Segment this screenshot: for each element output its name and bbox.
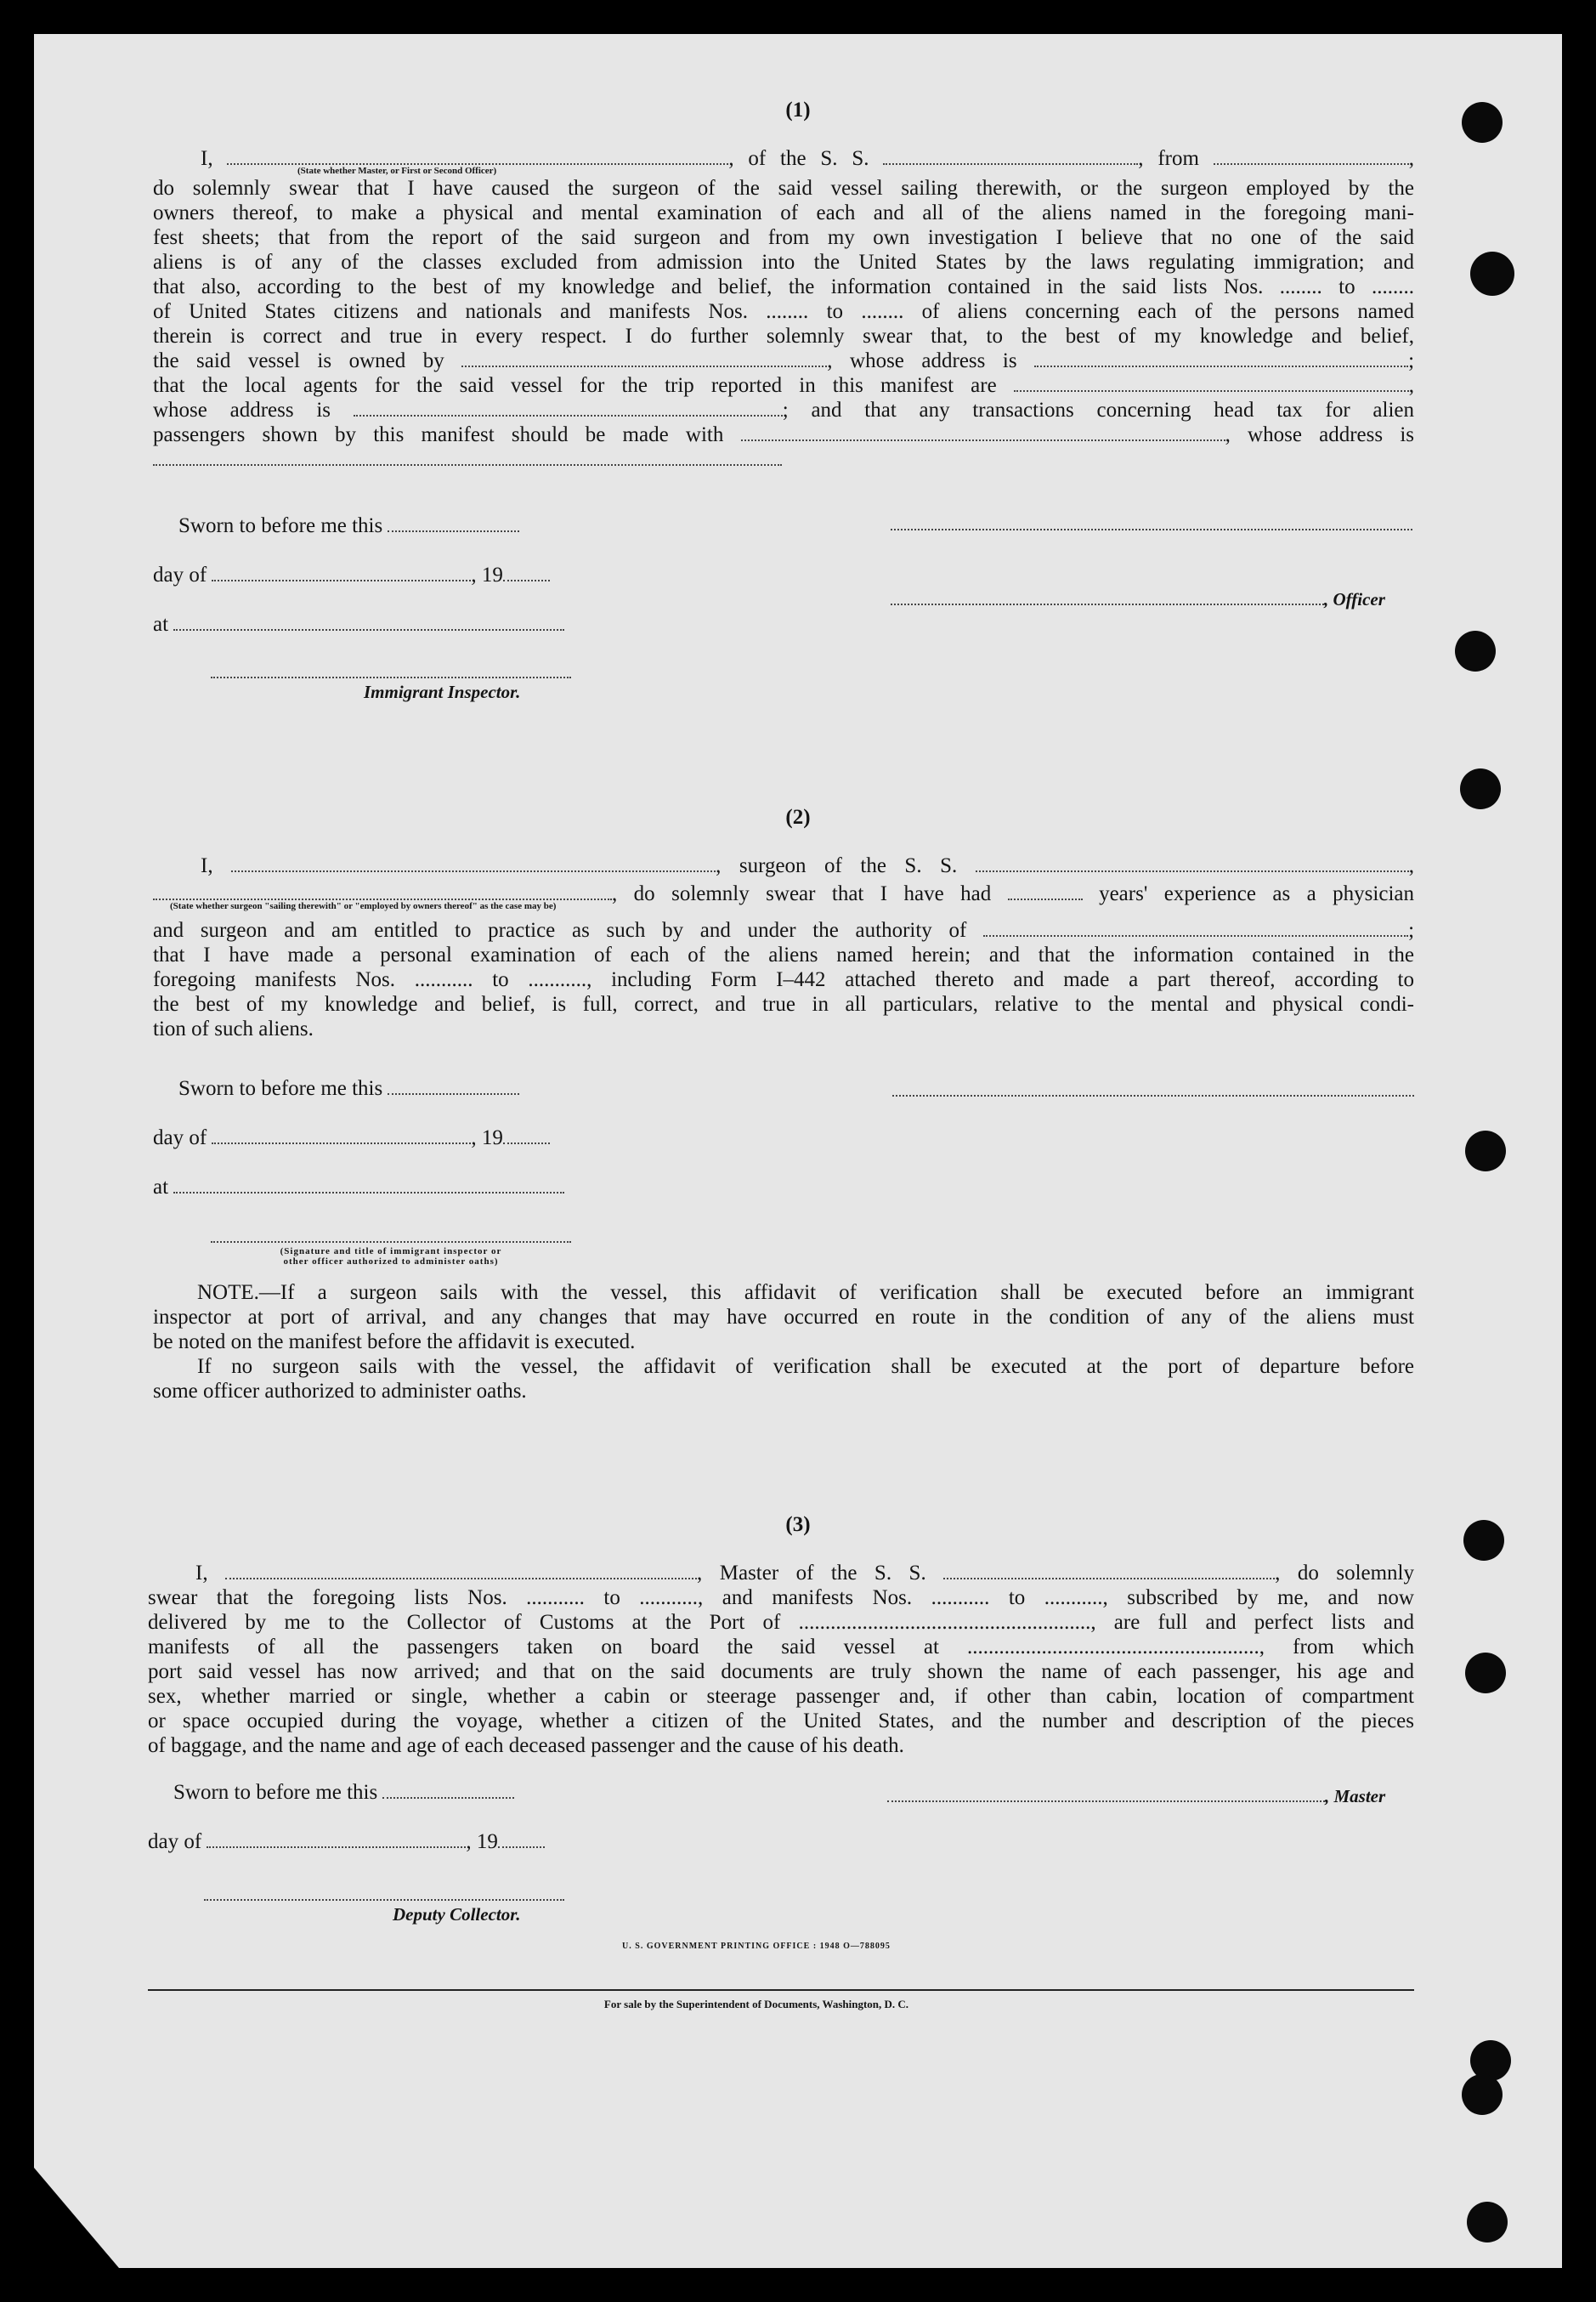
- text-line: aliens is of any of the classes excluded from admission into the United States by the laws regulating immigration; and: [153, 251, 1414, 274]
- text-line: of baggage, and the name and age of each deceased passenger and the cause of his death.: [148, 1734, 904, 1757]
- punch-hole: [1470, 252, 1514, 296]
- text-line: manifests of all the passengers taken on board the said vessel at ......................................................., from which: [148, 1636, 1414, 1658]
- text-line: I, , surgeon of the S. S. ,: [201, 854, 1415, 877]
- section-1-line-1-note: (State whether Master, or First or Second Officer): [297, 166, 497, 176]
- text-line: some officer authorized to administer oaths.: [153, 1380, 527, 1403]
- text-line: inspector at port of arrival, and any changes that may have occurred en route in the condition of any of the aliens must: [153, 1306, 1414, 1329]
- punch-hole: [1465, 1653, 1506, 1693]
- text-line: that the local agents for the said vessel for the trip reported in this manifest are ,: [153, 374, 1415, 397]
- s2-inspector-signature-line: [211, 1241, 571, 1243]
- s2-at: at: [153, 1175, 564, 1199]
- s3-master: , Master: [887, 1783, 1385, 1809]
- text-line: I, , Master of the S. S. , do solemnly: [195, 1562, 1415, 1585]
- s1-officer-signature-line: [891, 529, 1412, 530]
- s3-deputy-signature-line: [204, 1899, 564, 1901]
- text-line: , do solemnly swear that I have had years' experience as a physician: [153, 882, 1414, 906]
- text-line: tion of such aliens.: [153, 1018, 314, 1040]
- text-line: the best of my knowledge and belief, is full, correct, and true in all particulars, relative to the mental and physical condi-: [153, 993, 1414, 1016]
- text-line: the said vessel is owned by , whose address is ;: [153, 349, 1415, 372]
- text-line: that also, according to the best of my knowledge and belief, the information contained in the said lists Nos. ........ to ........: [153, 275, 1414, 298]
- text-line: be noted on the manifest before the affidavit is executed.: [153, 1330, 636, 1353]
- punch-hole: [1460, 768, 1501, 809]
- section-1-line-1: I, , of the S. S. , from ,: [201, 147, 1414, 170]
- s3-day: day of , 19: [148, 1829, 545, 1854]
- text-line: fest sheets; that from the report of the said surgeon and from my own investigation I believe that no one of the said: [153, 226, 1414, 249]
- s2-day: day of , 19: [153, 1125, 550, 1150]
- text-line: or space occupied during the voyage, whether a citizen of the United States, and the number and description of the pieces: [148, 1709, 1414, 1732]
- punch-hole: [1465, 1131, 1506, 1171]
- s1-inspector-signature-line: [211, 677, 571, 678]
- section-2-line-2-note: (State whether surgeon "sailing therewith" or "employed by owners thereof" as the case may be): [170, 901, 557, 911]
- text-line: that I have made a personal examination of each of the aliens named herein; and that the information contained in the: [153, 944, 1414, 967]
- footer-rule: [148, 1989, 1414, 1991]
- punch-hole: [1467, 2202, 1508, 2242]
- s1-day: day of , 19: [153, 563, 550, 587]
- punch-hole: [1462, 2074, 1503, 2115]
- s3-sworn: Sworn to before me this: [173, 1780, 514, 1805]
- text-line: of United States citizens and nationals and manifests Nos. ........ to ........ of aliens concerning each of the persons named: [153, 300, 1414, 323]
- s1-immigrant-inspector: Immigrant Inspector.: [364, 682, 521, 702]
- text-line: and surgeon and am entitled to practice as such by and under the authority of ;: [153, 919, 1415, 942]
- text-line: port said vessel has now arrived; and that on the said documents are truly shown the name of each passenger, his age and: [148, 1660, 1414, 1683]
- text-line: owners thereof, to make a physical and mental examination of each and all of the aliens named in the foregoing mani-: [153, 201, 1414, 224]
- printing-office-imprint: U. S. GOVERNMENT PRINTING OFFICE : 1948 O—788095: [622, 1942, 891, 1951]
- text-line: swear that the foregoing lists Nos. ........... to ..........., and manifests Nos. ........... to ..........., subscribed by me, and now: [148, 1586, 1414, 1609]
- text-line: passengers shown by this manifest should be made with , whose address is: [153, 423, 1414, 446]
- text-line: If no surgeon sails with the vessel, the affidavit of verification shall be executed at the port of departure before: [197, 1355, 1414, 1378]
- s1-sworn: Sworn to before me this: [178, 513, 519, 538]
- section-1-text: [153, 146, 1414, 472]
- text-line: foregoing manifests Nos. ........... to ..........., including Form I–442 attached thereto and made a part thereof, according to: [153, 968, 1414, 991]
- s2-surgeon-signature-line: [892, 1095, 1414, 1097]
- s3-deputy-collector: Deputy Collector.: [393, 1904, 521, 1925]
- section-2-text: [153, 853, 1414, 1041]
- s2-signature-note: (Signature and title of immigrant inspector or other officer authorized to administer oaths): [280, 1246, 502, 1267]
- text-line: do solemnly swear that I have caused the surgeon of the said vessel sailing therewith, or the surgeon employed by the: [153, 177, 1414, 200]
- text-line: NOTE.—If a surgeon sails with the vessel, this affidavit of verification shall be executed before an immigrant: [197, 1281, 1414, 1304]
- punch-hole: [1455, 631, 1496, 672]
- section-1-heading: (1): [785, 99, 811, 122]
- text-line: delivered by me to the Collector of Customs at the Port of ......................................................., are full and perfect lists and: [148, 1611, 1414, 1634]
- section-2-heading: (2): [785, 806, 811, 829]
- section-3-text: [148, 1561, 1414, 1758]
- for-sale-notice: For sale by the Superintendent of Documents, Washington, D. C.: [603, 1998, 909, 2010]
- section-2-note: [153, 1280, 1414, 1403]
- text-line: [153, 447, 1414, 472]
- section-3-heading: (3): [785, 1513, 811, 1536]
- s2-sworn: Sworn to before me this: [178, 1076, 519, 1101]
- text-line: whose address is ; and that any transactions concerning head tax for alien: [153, 399, 1414, 422]
- text-line: therein is correct and true in every respect. I do further solemnly swear that, to the best of my knowledge and belief,: [153, 325, 1414, 348]
- s1-officer: , Officer: [891, 587, 1385, 612]
- s1-at: at: [153, 612, 564, 637]
- text-line: sex, whether married or single, whether a cabin or steerage passenger and, if other than cabin, location of compartment: [148, 1685, 1414, 1708]
